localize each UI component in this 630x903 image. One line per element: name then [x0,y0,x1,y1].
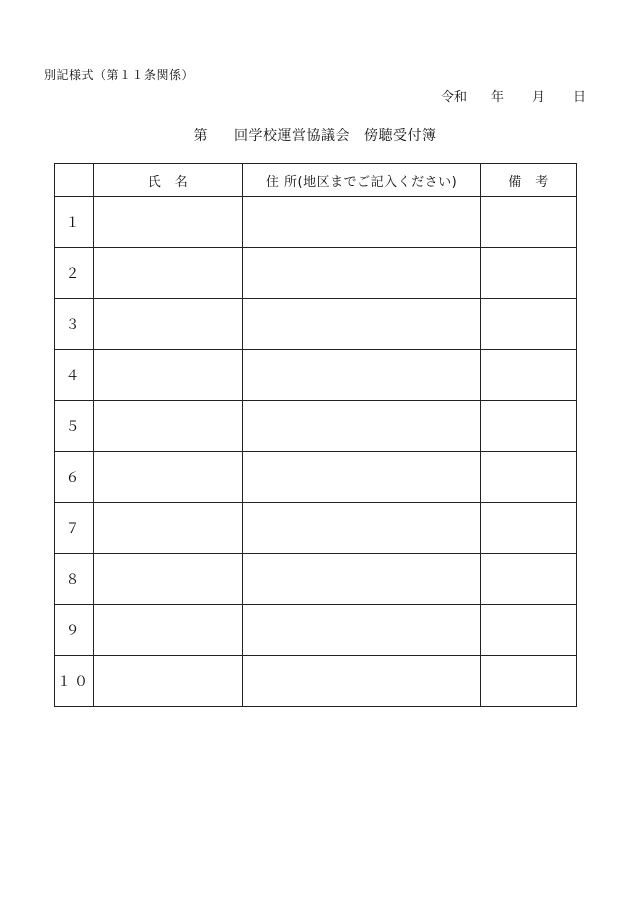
table-row [55,656,577,707]
date-era: 令和 [440,90,467,105]
name-cell[interactable] [94,401,243,452]
name-cell[interactable] [94,656,243,707]
name-cell[interactable] [94,197,243,248]
attendance-register-table [54,163,577,707]
header-address: 住 所(地区までご記入ください) [243,164,481,197]
table-row [55,248,577,299]
remarks-cell[interactable] [481,248,577,299]
remarks-cell[interactable] [481,350,577,401]
header-name: 氏 名 [94,164,243,197]
date-line [441,86,586,105]
row-number: ８ [55,554,94,605]
row-number: ６ [55,452,94,503]
title-prefix: 第 [193,128,208,144]
name-cell[interactable] [94,605,243,656]
table-row [55,350,577,401]
name-cell[interactable] [94,299,243,350]
name-cell[interactable] [94,554,243,605]
remarks-cell[interactable] [481,401,577,452]
name-cell[interactable] [94,452,243,503]
remarks-cell[interactable] [481,605,577,656]
row-number: １ [55,197,94,248]
remarks-cell[interactable] [481,656,577,707]
row-number: ２ [55,248,94,299]
table-row [55,401,577,452]
address-cell[interactable] [243,248,481,299]
row-number: ７ [55,503,94,554]
address-cell[interactable] [243,299,481,350]
table-row [55,605,577,656]
address-cell[interactable] [243,197,481,248]
row-number: ４ [55,350,94,401]
remarks-cell[interactable] [481,452,577,503]
address-cell[interactable] [243,350,481,401]
table-row [55,197,577,248]
address-cell[interactable] [243,656,481,707]
table-row [55,503,577,554]
header-remarks: 備 考 [481,164,577,197]
row-number: ５ [55,401,94,452]
remarks-cell[interactable] [481,554,577,605]
row-number: ９ [55,605,94,656]
row-number: １０ [55,656,94,707]
address-cell[interactable] [243,503,481,554]
table-header-row [55,164,577,197]
table-row [55,299,577,350]
remarks-cell[interactable] [481,197,577,248]
date-month: 月 [531,90,545,105]
row-number: ３ [55,299,94,350]
address-cell[interactable] [243,554,481,605]
document-title [0,125,630,145]
register-body [55,197,577,707]
name-cell[interactable] [94,350,243,401]
table-row [55,452,577,503]
address-cell[interactable] [243,605,481,656]
date-year: 年 [490,90,504,105]
remarks-cell[interactable] [481,299,577,350]
title-suffix: 傍聴受付簿 [364,128,437,144]
date-day: 日 [572,90,586,105]
address-cell[interactable] [243,401,481,452]
name-cell[interactable] [94,248,243,299]
form-reference-note: 別記様式（第１１条関係） [44,68,195,82]
title-meeting-name: 回学校運営協議会 [234,128,350,144]
table-row [55,554,577,605]
address-cell[interactable] [243,452,481,503]
name-cell[interactable] [94,503,243,554]
header-number [55,164,94,197]
remarks-cell[interactable] [481,503,577,554]
